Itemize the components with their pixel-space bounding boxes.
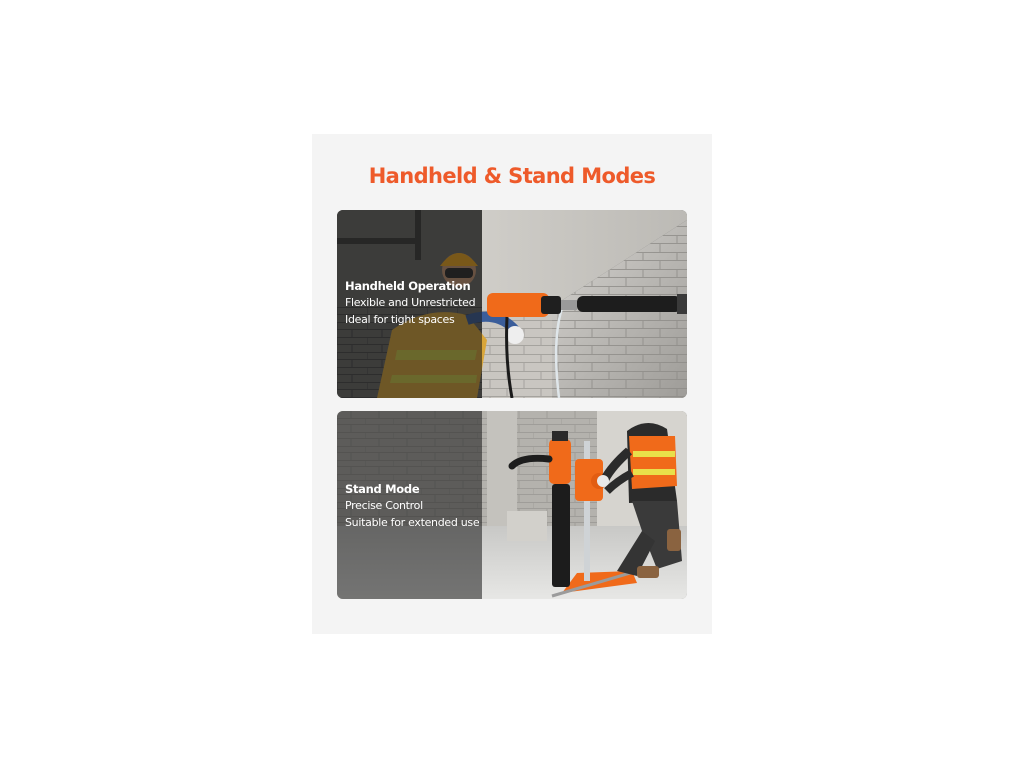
panel-title: Handheld Operation <box>345 279 471 293</box>
panel-line: Precise Control <box>345 499 423 512</box>
panel-line: Flexible and Unrestricted <box>345 296 476 309</box>
feature-headline: Handheld & Stand Modes <box>368 164 656 188</box>
product-feature-card <box>312 134 712 634</box>
handheld-caption <box>345 278 485 328</box>
panel-line: Ideal for tight spaces <box>345 312 455 326</box>
stand-mode-panel <box>337 411 687 599</box>
handheld-mode-panel <box>337 210 687 398</box>
panel-title: Stand Mode <box>345 482 420 496</box>
stand-caption <box>345 481 485 531</box>
panel-line: Suitable for extended use <box>345 515 480 529</box>
